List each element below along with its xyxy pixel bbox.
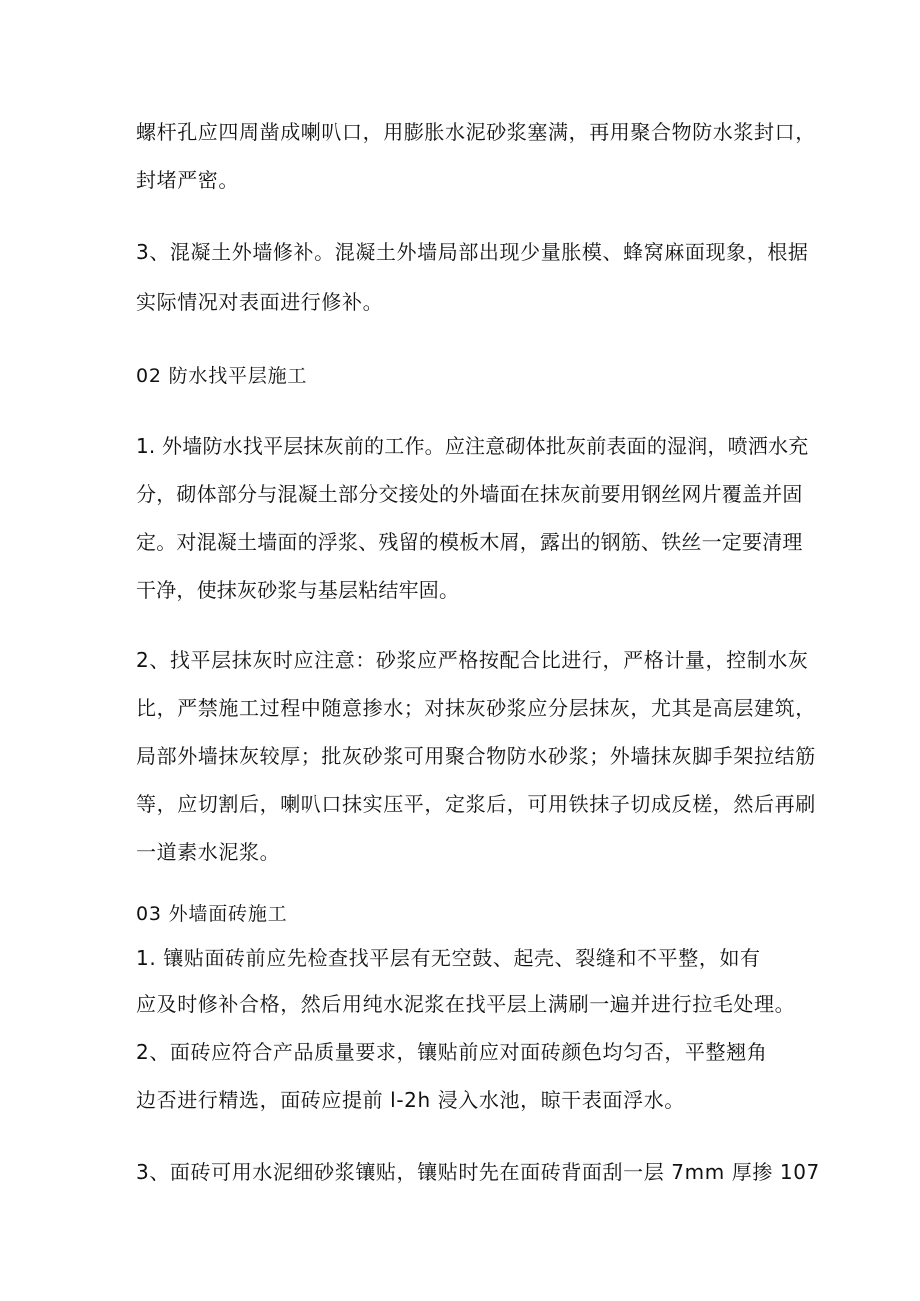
- paragraph-line: 封堵严密。: [136, 168, 239, 192]
- paragraph-line: 2、找平层抹灰时应注意：砂浆应严格按配合比进行，严格计量，控制水灰: [136, 648, 809, 672]
- paragraph-line: 螺杆孔应四周凿成喇叭口，用膨胀水泥砂浆塞满，再用聚合物防水浆封口，: [136, 120, 816, 144]
- paragraph-line: 1. 外墙防水找平层抹灰前的工作。应注意砌体批灰前表面的湿润，喷洒水充: [136, 434, 809, 458]
- paragraph-line: 边否进行精选，面砖应提前 l-2h 浸入水池，晾干表面浮水。: [136, 1088, 685, 1112]
- paragraph-line: 干净，使抹灰砂浆与基层粘结牢固。: [136, 578, 460, 602]
- paragraph-line: 一道素水泥浆。: [136, 840, 281, 864]
- paragraph-line: 1. 镶贴面砖前应先检查找平层有无空鼓、起壳、裂缝和不平整，如有: [136, 946, 761, 970]
- paragraph-line: 3、面砖可用水泥细砂浆镶贴，镶贴时先在面砖背面刮一层 7mm 厚掺 107: [136, 1160, 820, 1184]
- section-heading: 02 防水找平层施工: [136, 365, 308, 387]
- paragraph-line: 2、面砖应符合产品质量要求，镶贴前应对面砖颜色均匀否，平整翘角: [136, 1040, 768, 1064]
- paragraph-line: 局部外墙抹灰较厚；批灰砂浆可用聚合物防水砂浆；外墙抹灰脚手架拉结筋: [136, 744, 816, 768]
- paragraph-line: 3、混凝土外墙修补。混凝土外墙局部出现少量胀模、蜂窝麻面现象，根据: [136, 240, 809, 264]
- paragraph-line: 比，严禁施工过程中随意掺水；对抹灰砂浆应分层抹灰，尤其是高层建筑，: [136, 696, 816, 720]
- paragraph-line: 应及时修补合格，然后用纯水泥浆在找平层上满刷一遍并进行拉毛处理。: [136, 992, 796, 1016]
- paragraph-line: 实际情况对表面进行修补。: [136, 290, 384, 314]
- paragraph-line: 分，砌体部分与混凝土部分交接处的外墙面在抹灰前要用钢丝网片覆盖并固: [136, 482, 803, 506]
- paragraph-line: 定。对混凝土墙面的浮浆、残留的模板木屑，露出的钢筋、铁丝一定要清理: [136, 530, 803, 554]
- paragraph-line: 等，应切割后，喇叭口抹实压平，定浆后，可用铁抹子切成反槎，然后再刷: [136, 792, 816, 816]
- section-heading: 03 外墙面砖施工: [136, 903, 288, 925]
